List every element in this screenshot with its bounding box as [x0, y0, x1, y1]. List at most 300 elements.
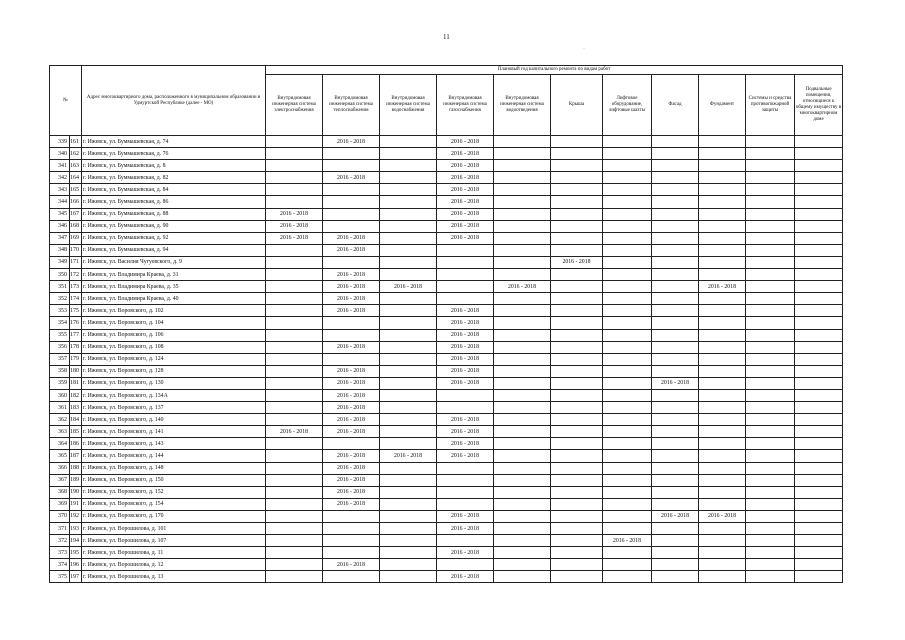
- row-address: г. Ижевск, ул. Буммашевская, д. 94: [82, 244, 266, 256]
- table-row: [50, 220, 843, 232]
- row-work-period: [699, 438, 746, 450]
- row-work-period: [795, 523, 843, 535]
- row-work-period: [699, 450, 746, 462]
- row-work-period: [603, 571, 652, 583]
- row-work-period: 2016 - 2018: [266, 208, 323, 220]
- row-work-period: [380, 523, 437, 535]
- row-work-period: [437, 256, 494, 268]
- row-work-period: 2016 - 2018: [437, 232, 494, 244]
- row-work-period: [323, 523, 380, 535]
- row-work-period: [323, 160, 380, 172]
- row-local-number: 188: [70, 462, 82, 474]
- table-row: [50, 498, 843, 510]
- row-work-period: [795, 244, 843, 256]
- row-work-period: [494, 389, 551, 401]
- row-work-period: [699, 172, 746, 184]
- row-work-period: [380, 535, 437, 547]
- row-local-number: 187: [70, 450, 82, 462]
- row-work-period: [746, 402, 795, 414]
- row-work-period: [652, 136, 699, 148]
- row-work-period: [746, 256, 795, 268]
- row-work-period: [795, 438, 843, 450]
- row-work-period: [795, 184, 843, 196]
- row-work-period: [494, 547, 551, 559]
- table-row: [50, 365, 843, 377]
- row-work-period: [266, 160, 323, 172]
- row-local-number: 193: [70, 523, 82, 535]
- row-work-period: [323, 353, 380, 365]
- row-work-period: [699, 148, 746, 160]
- row-work-period: [323, 571, 380, 583]
- row-address: г. Ижевск, ул. Воровского, д. 134А: [82, 389, 266, 401]
- row-work-period: [494, 160, 551, 172]
- row-number: 370: [50, 510, 70, 522]
- row-work-period: [494, 148, 551, 160]
- row-work-period: [266, 498, 323, 510]
- row-work-period: [795, 172, 843, 184]
- table-row: [50, 474, 843, 486]
- row-work-period: [746, 281, 795, 293]
- row-work-period: [699, 365, 746, 377]
- row-work-period: [380, 148, 437, 160]
- header-plan-year: Плановый год капитального ремонта по видам работ: [266, 66, 843, 75]
- table-row: [50, 523, 843, 535]
- header-work-6: Лифтовое оборудование, лифтовые шахты: [603, 75, 652, 136]
- row-work-period: 2016 - 2018: [323, 486, 380, 498]
- row-work-period: [323, 184, 380, 196]
- row-address: г. Ижевск, ул. Буммашевская, д. 90: [82, 220, 266, 232]
- row-work-period: 2016 - 2018: [437, 148, 494, 160]
- row-work-period: [551, 474, 603, 486]
- row-work-period: [603, 498, 652, 510]
- row-work-period: [795, 559, 843, 571]
- row-work-period: [266, 269, 323, 281]
- row-work-period: [699, 196, 746, 208]
- header-work-2: Внутридомовая инженерная система водоснабжения: [380, 75, 437, 136]
- row-work-period: [746, 535, 795, 547]
- row-address: г. Ижевск, ул. Воровского, д. 141: [82, 426, 266, 438]
- row-work-period: [323, 220, 380, 232]
- row-number: 366: [50, 462, 70, 474]
- row-work-period: [437, 462, 494, 474]
- row-work-period: [699, 329, 746, 341]
- row-work-period: [699, 498, 746, 510]
- row-work-period: [266, 184, 323, 196]
- row-work-period: [699, 474, 746, 486]
- row-work-period: [603, 305, 652, 317]
- table-row: [50, 244, 843, 256]
- row-work-period: [380, 414, 437, 426]
- row-work-period: [380, 353, 437, 365]
- row-number: 355: [50, 329, 70, 341]
- row-number: 374: [50, 559, 70, 571]
- row-work-period: [699, 208, 746, 220]
- row-work-period: [266, 329, 323, 341]
- row-work-period: [380, 136, 437, 148]
- row-work-period: [437, 486, 494, 498]
- table-row: [50, 208, 843, 220]
- row-work-period: [603, 232, 652, 244]
- row-work-period: [494, 196, 551, 208]
- header-work-5: Крыша: [551, 75, 603, 136]
- row-work-period: 2016 - 2018: [323, 559, 380, 571]
- row-local-number: 190: [70, 486, 82, 498]
- row-work-period: [323, 256, 380, 268]
- row-number: 359: [50, 377, 70, 389]
- row-local-number: 165: [70, 184, 82, 196]
- row-work-period: [795, 148, 843, 160]
- row-work-period: [746, 148, 795, 160]
- row-work-period: [652, 486, 699, 498]
- row-work-period: [699, 414, 746, 426]
- row-work-period: [323, 535, 380, 547]
- table-row: [50, 510, 843, 522]
- row-number: 361: [50, 402, 70, 414]
- row-work-period: [266, 462, 323, 474]
- header-work-8: Фундамент: [699, 75, 746, 136]
- header-work-0: Внутридомовая инженерная система электроснабжения: [266, 75, 323, 136]
- table-row: [50, 353, 843, 365]
- row-work-period: [746, 426, 795, 438]
- row-work-period: [652, 172, 699, 184]
- row-number: 350: [50, 269, 70, 281]
- row-work-period: [266, 244, 323, 256]
- row-address: г. Ижевск, ул. Воровского, д. 108: [82, 341, 266, 353]
- row-work-period: [494, 474, 551, 486]
- row-work-period: [603, 220, 652, 232]
- row-work-period: [795, 220, 843, 232]
- row-work-period: [266, 535, 323, 547]
- row-work-period: [380, 172, 437, 184]
- capital-repair-table: [49, 65, 843, 583]
- row-work-period: [699, 559, 746, 571]
- page-number: 11: [443, 33, 450, 41]
- row-work-period: [699, 293, 746, 305]
- row-work-period: [746, 329, 795, 341]
- row-work-period: 2016 - 2018: [437, 365, 494, 377]
- row-address: г. Ижевск, ул. Буммашевская, д. 8: [82, 160, 266, 172]
- row-work-period: [266, 281, 323, 293]
- row-address: г. Ижевск, ул. Ворошилова, д. 13: [82, 571, 266, 583]
- table-row: [50, 136, 843, 148]
- row-work-period: [266, 486, 323, 498]
- table-row: [50, 232, 843, 244]
- row-work-period: [266, 389, 323, 401]
- row-number: 351: [50, 281, 70, 293]
- row-number: 356: [50, 341, 70, 353]
- row-local-number: 163: [70, 160, 82, 172]
- row-work-period: [494, 305, 551, 317]
- row-work-period: [603, 293, 652, 305]
- row-work-period: [746, 486, 795, 498]
- row-local-number: 177: [70, 329, 82, 341]
- row-work-period: [795, 414, 843, 426]
- row-work-period: 2016 - 2018: [380, 450, 437, 462]
- row-work-period: 2016 - 2018: [323, 232, 380, 244]
- row-work-period: [795, 160, 843, 172]
- row-work-period: 2016 - 2018: [266, 220, 323, 232]
- row-local-number: 197: [70, 571, 82, 583]
- row-work-period: [746, 160, 795, 172]
- row-work-period: [380, 232, 437, 244]
- row-work-period: [603, 281, 652, 293]
- row-work-period: [746, 184, 795, 196]
- row-address: г. Ижевск, ул. Буммашевская, д. 86: [82, 196, 266, 208]
- row-work-period: [437, 244, 494, 256]
- row-work-period: [551, 535, 603, 547]
- row-work-period: [652, 281, 699, 293]
- row-work-period: [266, 196, 323, 208]
- row-work-period: [266, 172, 323, 184]
- row-work-period: [746, 244, 795, 256]
- row-address: г. Ижевск, ул. Буммашевская, д. 74: [82, 136, 266, 148]
- row-work-period: [699, 389, 746, 401]
- row-work-period: [795, 196, 843, 208]
- row-work-period: [652, 341, 699, 353]
- row-work-period: [652, 184, 699, 196]
- row-work-period: 2016 - 2018: [437, 523, 494, 535]
- row-work-period: 2016 - 2018: [266, 426, 323, 438]
- row-work-period: [266, 571, 323, 583]
- row-work-period: [746, 377, 795, 389]
- row-work-period: [746, 523, 795, 535]
- row-work-period: [699, 547, 746, 559]
- row-work-period: 2016 - 2018: [323, 281, 380, 293]
- row-work-period: [437, 474, 494, 486]
- row-local-number: 178: [70, 341, 82, 353]
- row-work-period: [494, 293, 551, 305]
- row-work-period: [746, 293, 795, 305]
- row-work-period: [603, 353, 652, 365]
- row-work-period: [746, 559, 795, 571]
- row-work-period: [699, 341, 746, 353]
- row-work-period: 2016 - 2018: [323, 426, 380, 438]
- row-number: 365: [50, 450, 70, 462]
- row-work-period: [652, 365, 699, 377]
- header-work-4: Внутридомовая инженерная система водоотведения: [494, 75, 551, 136]
- row-work-period: 2016 - 2018: [437, 220, 494, 232]
- row-work-period: [494, 402, 551, 414]
- table-row: [50, 160, 843, 172]
- row-address: г. Ижевск, ул. Воровского, д. 144: [82, 450, 266, 462]
- row-address: г. Ижевск, ул. Воровского, д. 137: [82, 402, 266, 414]
- row-number: 344: [50, 196, 70, 208]
- row-work-period: [494, 535, 551, 547]
- table-row: [50, 547, 843, 559]
- row-number: 353: [50, 305, 70, 317]
- row-local-number: 161: [70, 136, 82, 148]
- row-local-number: 180: [70, 365, 82, 377]
- row-work-period: [551, 523, 603, 535]
- row-work-period: [746, 353, 795, 365]
- row-number: 372: [50, 535, 70, 547]
- row-work-period: [795, 365, 843, 377]
- row-work-period: [380, 462, 437, 474]
- row-work-period: [699, 402, 746, 414]
- row-address: г. Ижевск, ул. Воровского, д. 154: [82, 498, 266, 510]
- row-work-period: [603, 208, 652, 220]
- row-local-number: 168: [70, 220, 82, 232]
- row-work-period: [795, 571, 843, 583]
- table-row: [50, 341, 843, 353]
- row-number: 342: [50, 172, 70, 184]
- row-work-period: [494, 462, 551, 474]
- row-number: 364: [50, 438, 70, 450]
- row-work-period: [437, 389, 494, 401]
- row-work-period: [551, 365, 603, 377]
- row-work-period: [494, 571, 551, 583]
- row-work-period: [795, 136, 843, 148]
- row-work-period: 2016 - 2018: [437, 377, 494, 389]
- row-work-period: [746, 498, 795, 510]
- row-work-period: [266, 450, 323, 462]
- table-row: [50, 414, 843, 426]
- row-work-period: [551, 450, 603, 462]
- row-work-period: [551, 462, 603, 474]
- row-work-period: [494, 559, 551, 571]
- row-work-period: [746, 414, 795, 426]
- row-address: г. Ижевск, ул. Ворошилова, д. 101: [82, 523, 266, 535]
- row-address: г. Ижевск, ул. Воровского, д. 170: [82, 510, 266, 522]
- table-row: [50, 559, 843, 571]
- row-address: г. Ижевск, ул. Воровского, д. 143: [82, 438, 266, 450]
- row-number: 352: [50, 293, 70, 305]
- row-work-period: [494, 426, 551, 438]
- table-row: [50, 389, 843, 401]
- row-local-number: 183: [70, 402, 82, 414]
- row-work-period: 2016 - 2018: [323, 136, 380, 148]
- row-work-period: [494, 269, 551, 281]
- row-work-period: 2016 - 2018: [494, 281, 551, 293]
- row-work-period: [380, 244, 437, 256]
- row-work-period: [603, 341, 652, 353]
- row-work-period: 2016 - 2018: [551, 256, 603, 268]
- row-work-period: [551, 305, 603, 317]
- row-work-period: [323, 148, 380, 160]
- row-work-period: [380, 341, 437, 353]
- row-work-period: 2016 - 2018: [437, 196, 494, 208]
- row-work-period: [380, 256, 437, 268]
- row-work-period: [746, 172, 795, 184]
- row-local-number: 172: [70, 269, 82, 281]
- row-work-period: 2016 - 2018: [380, 281, 437, 293]
- row-address: г. Ижевск, ул. Воровского, д. 140: [82, 414, 266, 426]
- row-work-period: [652, 450, 699, 462]
- row-work-period: [603, 523, 652, 535]
- row-work-period: [795, 269, 843, 281]
- row-work-period: [380, 365, 437, 377]
- row-local-number: 185: [70, 426, 82, 438]
- row-work-period: [795, 341, 843, 353]
- row-work-period: [603, 160, 652, 172]
- row-work-period: [603, 269, 652, 281]
- row-work-period: [380, 220, 437, 232]
- row-number: 371: [50, 523, 70, 535]
- row-work-period: [699, 486, 746, 498]
- table-row: [50, 317, 843, 329]
- row-work-period: [603, 196, 652, 208]
- row-work-period: [603, 414, 652, 426]
- row-work-period: [380, 160, 437, 172]
- row-local-number: 179: [70, 353, 82, 365]
- row-number: 339: [50, 136, 70, 148]
- row-work-period: [746, 571, 795, 583]
- row-work-period: [603, 510, 652, 522]
- row-work-period: [437, 281, 494, 293]
- table-row: [50, 256, 843, 268]
- row-address: г. Ижевск, ул. Василия Чугуевского, д. 9: [82, 256, 266, 268]
- row-work-period: 2016 - 2018: [323, 389, 380, 401]
- row-work-period: [699, 426, 746, 438]
- header-work-10: Подвальные помещения, относящиеся к общему имуществу в многоквартирном доме: [795, 75, 843, 136]
- table-row: [50, 148, 843, 160]
- row-work-period: 2016 - 2018: [603, 535, 652, 547]
- row-work-period: [652, 414, 699, 426]
- row-work-period: [699, 256, 746, 268]
- row-local-number: 162: [70, 148, 82, 160]
- row-work-period: [380, 329, 437, 341]
- row-number: 347: [50, 232, 70, 244]
- row-work-period: [437, 402, 494, 414]
- row-work-period: [551, 353, 603, 365]
- row-local-number: 195: [70, 547, 82, 559]
- table-row: [50, 438, 843, 450]
- row-address: г. Ижевск, ул. Буммашевская, д. 76: [82, 148, 266, 160]
- row-number: 358: [50, 365, 70, 377]
- row-work-period: 2016 - 2018: [437, 172, 494, 184]
- table-row: [50, 535, 843, 547]
- row-local-number: 192: [70, 510, 82, 522]
- row-work-period: [551, 317, 603, 329]
- row-work-period: [380, 402, 437, 414]
- row-work-period: 2016 - 2018: [437, 571, 494, 583]
- table-row: [50, 196, 843, 208]
- row-work-period: [551, 510, 603, 522]
- row-work-period: [652, 438, 699, 450]
- row-work-period: [746, 462, 795, 474]
- header-work-3: Внутридомовая инженерная система газоснабжения: [437, 75, 494, 136]
- row-work-period: [652, 317, 699, 329]
- row-work-period: [494, 220, 551, 232]
- row-address: г. Ижевск, ул. Буммашевская, д. 82: [82, 172, 266, 184]
- row-work-period: [699, 232, 746, 244]
- row-work-period: [652, 160, 699, 172]
- row-work-period: [652, 244, 699, 256]
- row-work-period: [266, 377, 323, 389]
- row-work-period: [551, 559, 603, 571]
- row-work-period: [551, 329, 603, 341]
- row-number: 354: [50, 317, 70, 329]
- row-work-period: [795, 281, 843, 293]
- row-work-period: 2016 - 2018: [323, 293, 380, 305]
- row-number: 368: [50, 486, 70, 498]
- row-work-period: 2016 - 2018: [323, 462, 380, 474]
- row-number: 369: [50, 498, 70, 510]
- row-work-period: 2016 - 2018: [323, 377, 380, 389]
- row-number: 343: [50, 184, 70, 196]
- row-address: г. Ижевск, ул. Ворошилова, д. 12: [82, 559, 266, 571]
- table-row: [50, 377, 843, 389]
- row-work-period: [603, 402, 652, 414]
- row-work-period: [699, 244, 746, 256]
- row-address: г. Ижевск, ул. Владимира Краева, д. 31: [82, 269, 266, 281]
- row-work-period: [494, 317, 551, 329]
- row-work-period: [494, 523, 551, 535]
- row-work-period: [652, 426, 699, 438]
- row-work-period: [551, 377, 603, 389]
- row-work-period: [380, 208, 437, 220]
- row-work-period: [795, 208, 843, 220]
